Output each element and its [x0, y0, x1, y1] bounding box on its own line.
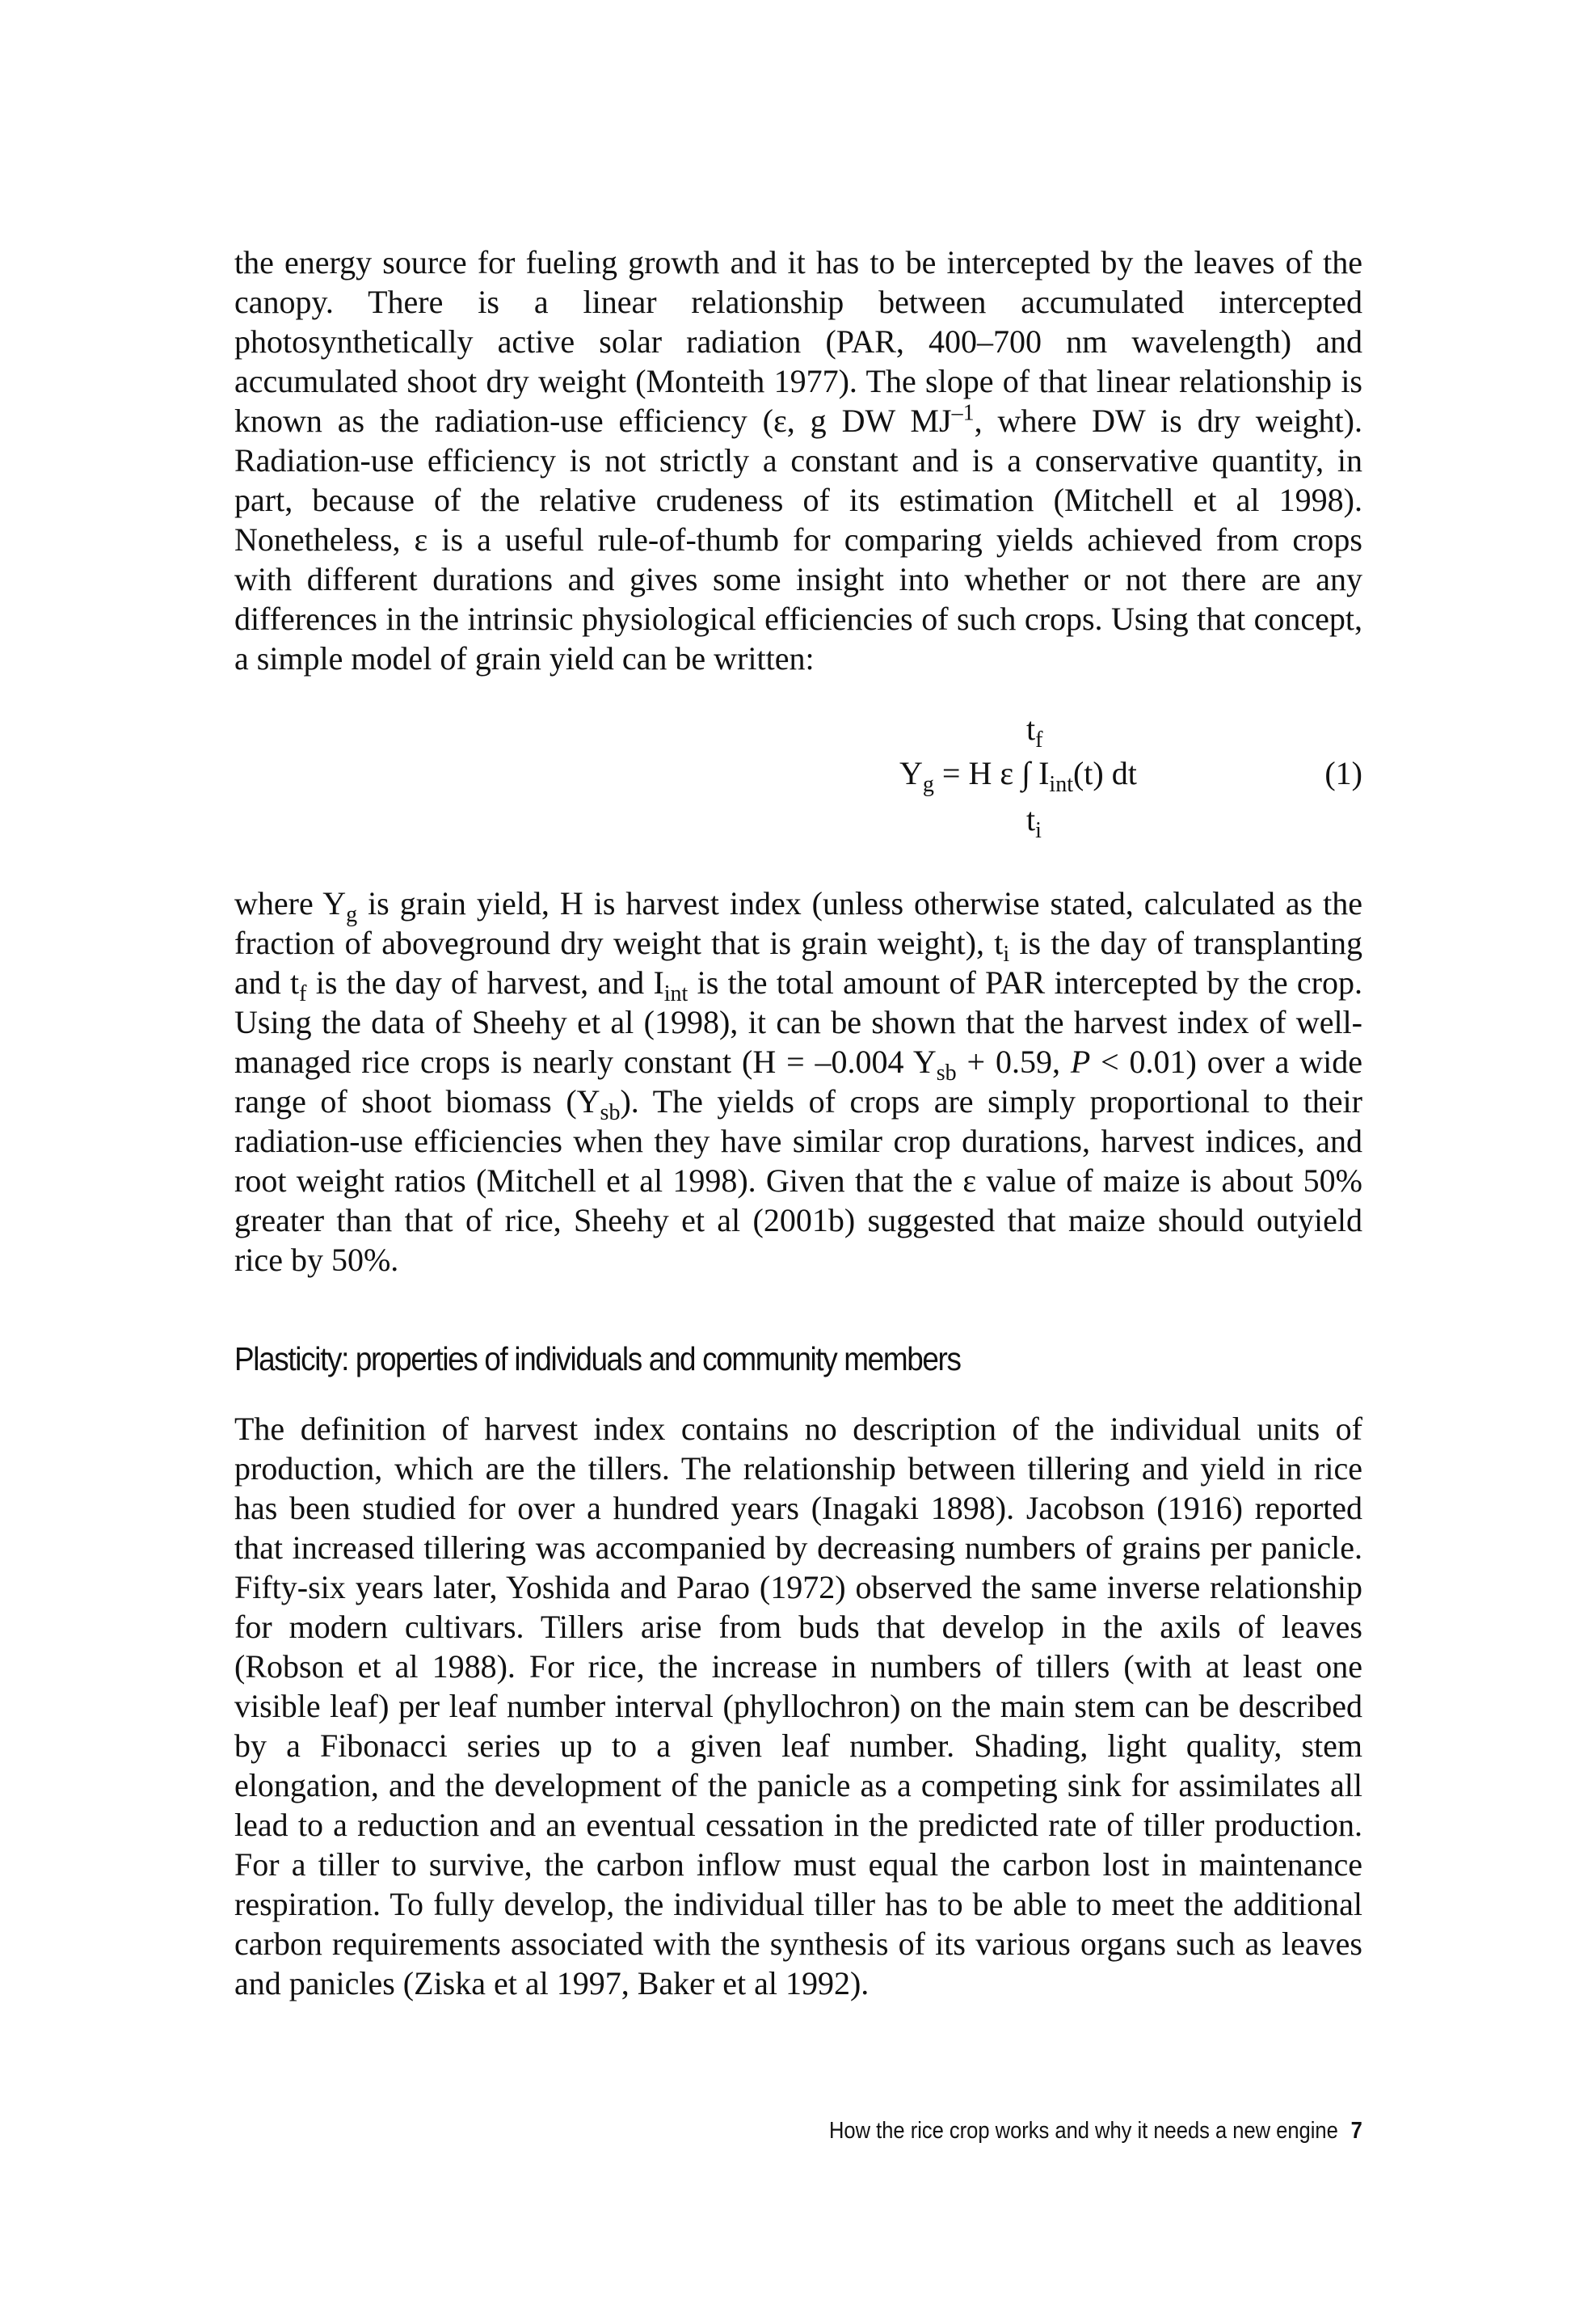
integral-upper-limit: $t_f$ — [1026, 711, 1043, 753]
equation-body: $Y_g = H$ ε ∫ $I_{int}(t)$ dt — [899, 755, 1137, 797]
section-heading: Plasticity: properties of individuals and community members — [234, 1340, 961, 1377]
page-footer — [829, 2118, 1362, 2145]
page-number: 7 — [1350, 2118, 1362, 2144]
integral-lower-limit: $t_i$ — [1026, 801, 1042, 843]
paragraph-harvest-index: where $Y_g$ is grain yield, H is harvest index (unless otherwise stated, calculated as the fraction of aboveground dry weight that is grain weight), $t_i$ is the day of transplanting and $t_f$ is the day of harvest, and $I_{int}$ is the total amount of PAR intercepted by the crop. Using the data of Sheehy et al (1998), it can be shown that the harvest index of well-managed rice crops is nearly constant (H = –0.004 $Y_{sb} + 0.59$, P < 0.01) over a wide range of shoot biomass $(Y_{sb})$. The yields of crops are simply proportional to their radiation-use efficiencies when they have similar crop durations, harvest indices, and root weight ratios (Mitchell et al 1998). Given that the ε value of maize is about 50% greater than that of rice, Sheehy et al (2001b) suggested that maize should outyield rice by 50%. — [234, 885, 1363, 1278]
paragraph-tillering: The definition of harvest index contains no description of the individual units of production, which are the tillers. The relationship between tillering and yield in rice has been studied for over a hundred years (Inagaki 1898). Jacobson (1916) reported that increased tillering was accompanied by decreasing numbers of grains per panicle. Fifty-six years later, Yoshida and Parao (1972) observed the same inverse relationship for modern cultivars. Tillers arise from buds that develop in the axils of leaves (Robson et al 1988). For rice, the increase in numbers of tillers (with at least one visible leaf) per leaf number interval (phyllochron) on the main stem can be described by a Fibonacci series up to a given leaf number. Shading, light quality, stem elongation, and the development of the panicle as a competing sink for assimilates all lead to a reduction and an eventual cessation in the predicted rate of tiller production. For a tiller to survive, the carbon inflow must equal the carbon lost in maintenance respiration. To fully develop, the individual tiller has to be able to meet the additional carbon requirements associated with the synthesis of its various organs such as leaves and panicles (Ziska et al 1997, Baker et al 1992). — [234, 1411, 1362, 2001]
equation-grain-yield — [234, 710, 1362, 847]
equation-number: (1) — [1324, 755, 1362, 791]
paragraph-radiation-use-efficiency: the energy source for fueling growth and it has to be intercepted by the leaves of the canopy. There is a linear relationship between accumulated intercepted photosynthetically active solar radiation (PAR, 400–700 nm wavelength) and accumulated shoot dry weight (Monteith 1977). The slope of that linear relationship is known as the radiation-use efficiency (ε, g DW $MJ^{-1}$, where DW is dry weight). Radiation-use efficiency is not strictly a constant and is a conservative quantity, in part, because of the relative crudeness of its estimation (Mitchell et al 1998). Nonetheless, ε is a useful rule-of-thumb for comparing yields achieved from crops with different durations and gives some insight into whether or not there are any differences in the intrinsic physiological efficiencies of such crops. Using that concept, a simple model of grain yield can be written: — [234, 244, 1362, 677]
running-title: How the rice crop works and why it needs a new engine — [829, 2118, 1338, 2144]
